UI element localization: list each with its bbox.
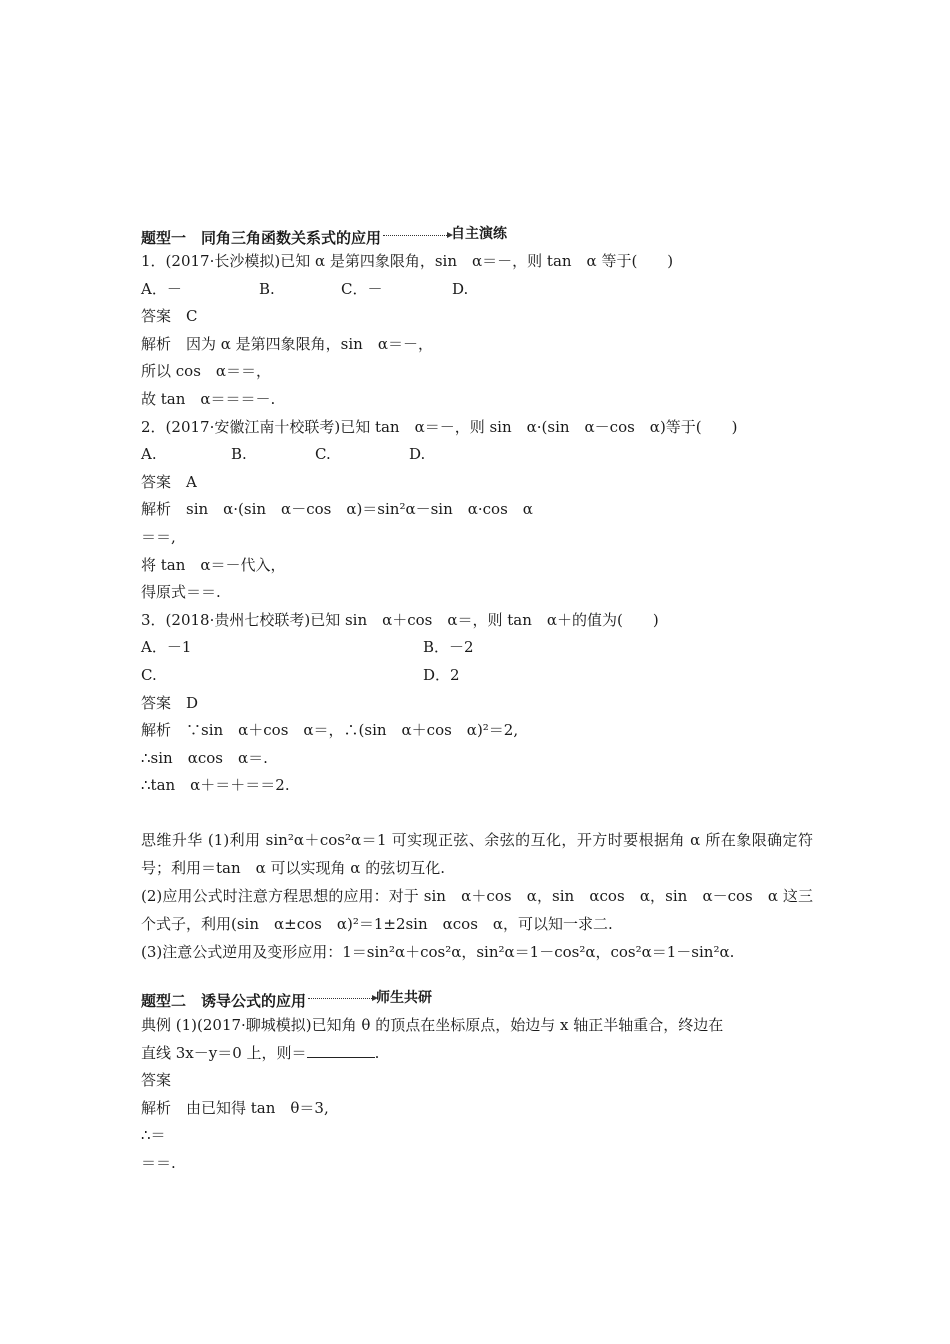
analysis-line: 解析 ∵sin α＋cos α＝，∴(sin α＋cos α)²＝2, [141,721,519,740]
question-stem: 2．(2017·安徽江南十校联考)已知 tan α＝－，则 sin α·(sin α－cos α)等于( ) [141,417,738,436]
section-title: 题型一 同角三角函数关系式的应用 [141,228,382,247]
summary-paragraph: (2)应用公式时注意方程思想的应用：对于 sin α＋cos α，sin αcos α，sin α－cos α 这三个式子，利用(sin α±cos α)²＝1±2sin αcos α，可以知一求二. [141,886,813,933]
option-c: C. [315,445,331,464]
analysis-line: ＝＝, [141,527,176,546]
question-options [141,280,813,308]
example-stem-text: 直线 3x－y＝0 上，则＝ [141,1044,307,1063]
analysis-line: 故 tan α＝＝＝－. [141,389,276,408]
analysis-line: ＝＝. [141,1153,176,1172]
answer-line: 答案 A [141,472,197,491]
question-options [141,445,813,473]
answer-blank [307,1043,375,1058]
section-title: 题型二 诱导公式的应用 [141,992,307,1011]
analysis-line: 解析 sin α·(sin α－cos α)＝sin²α－sin α·cos α [141,500,533,519]
document-page [141,224,813,1181]
option-c: C. [141,665,157,684]
analysis-line: ∴＝ [141,1126,166,1145]
summary-paragraph: 思维升华 (1)利用 sin²α＋cos²α＝1 可实现正弦、余弦的互化，开方时要根据角 α 所在象限确定符号；利用＝tan α 可以实现角 α 的弦切互化. [141,830,813,877]
section-tag: 师生共研 [376,989,433,1006]
answer-line: 答案 [141,1071,172,1090]
option-a: A. [141,445,157,464]
option-a: A．－1 [141,638,192,657]
option-b: B．－2 [423,638,474,657]
option-a: A．－ [141,279,182,298]
question-options [141,666,813,694]
example-stem [141,1043,813,1071]
option-d: D. [409,445,426,464]
option-d: D. [452,279,469,298]
example-stem-end: . [374,1044,380,1063]
example-stem: 典例 (1)(2017·聊城模拟)已知角 θ 的顶点在坐标原点，始边与 x 轴正半轴重合，终边在 [141,1015,724,1034]
analysis-line: 解析 由已知得 tan θ＝3, [141,1098,329,1117]
question-stem: 1．(2017·长沙模拟)已知 α 是第四象限角，sin α＝－，则 tan α 等于( ) [141,252,674,270]
analysis-line: 得原式＝＝. [141,583,221,602]
section-heading-2 [141,988,813,1014]
analysis-line: ∴tan α＋＝＋＝＝2. [141,776,290,795]
analysis-line: ∴sin αcos α＝. [141,748,268,767]
answer-line: 答案 C [141,307,198,326]
answer-line: 答案 D [141,693,199,712]
summary-paragraph: (3)注意公式逆用及变形应用：1＝sin²α＋cos²α，sin²α＝1－cos²α，cos²α＝1－sin²α. [141,942,735,961]
section-heading-1 [141,224,813,250]
arrow-icon [383,235,449,236]
option-b: B. [231,445,247,464]
analysis-line: 将 tan α＝－代入， [141,555,286,574]
question-stem: 3．(2018·贵州七校联考)已知 sin α＋cos α＝，则 tan α＋的值为( ) [141,610,659,629]
analysis-line: 解析 因为 α 是第四象限角，sin α＝－， [141,334,433,353]
question-options [141,638,813,666]
option-d: D．2 [423,665,460,684]
analysis-line: 所以 cos α＝＝， [141,362,272,381]
option-b: B. [259,279,275,298]
arrow-icon [308,998,374,999]
option-c: C．－ [341,279,383,298]
section-tag: 自主演练 [451,226,508,242]
